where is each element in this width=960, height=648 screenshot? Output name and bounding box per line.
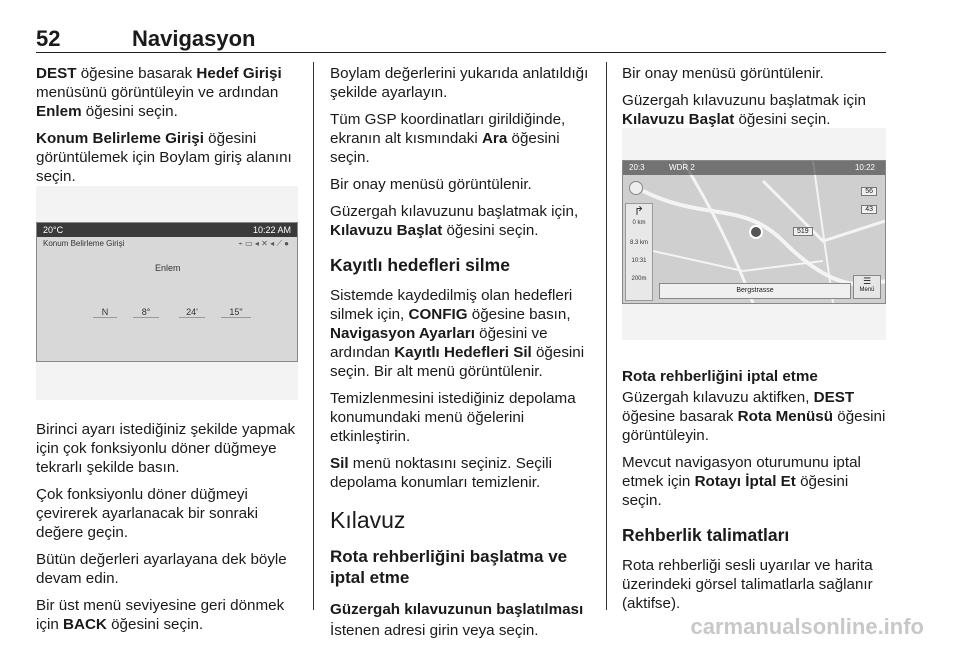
column-divider xyxy=(606,62,607,610)
term: Kılavuzu Başlat xyxy=(330,222,443,239)
street-name: Bergstrasse xyxy=(736,287,774,294)
turn-arrow-icon: ↱ xyxy=(633,204,645,218)
text: Mevcut navigasyon oturumunu iptal etmek için xyxy=(622,454,861,490)
text: öğesini seçin. xyxy=(734,111,831,128)
text: öğesini ve ardından xyxy=(330,325,548,361)
paragraph: Temizlenmesini istediğiniz depolama konumundaki menü öğelerini etkinleştirin. xyxy=(330,390,576,445)
menu-label: Menü xyxy=(859,287,875,293)
text: Güzergah kılavuzu aktifken, xyxy=(622,389,814,406)
watermark: carmanualsonline.info xyxy=(690,614,924,639)
text: öğesini seçin. Bir alt menü görüntülenir. xyxy=(330,344,585,380)
column-2 xyxy=(330,64,592,648)
figure-coordinate-entry xyxy=(36,186,298,400)
paragraph xyxy=(622,453,886,510)
map-screen xyxy=(622,160,886,304)
radio-station: WDR 2 xyxy=(669,163,695,172)
text: Sistemde kaydedilmiş olan hedefleri silmek için, xyxy=(330,287,573,323)
text: öğesine basarak xyxy=(622,408,738,425)
field-label: Enlem xyxy=(155,263,181,273)
infotainment-screen xyxy=(36,222,298,362)
coord-value: 15" xyxy=(221,307,251,318)
text: öğesini seçin. xyxy=(106,616,204,633)
poi-badge: 43 xyxy=(861,205,877,214)
clock-left: 20:3 xyxy=(629,163,645,172)
road-number: 519 xyxy=(793,227,813,236)
status-icons: ⌁ ▭ ◂ ✕ ◂ ⟋ ● xyxy=(238,239,289,248)
paragraph: Bir onay menüsü görüntülenir. xyxy=(330,176,532,193)
paragraph xyxy=(330,454,592,492)
term: Sil xyxy=(330,455,349,472)
text: öğesine basarak xyxy=(76,65,197,82)
text: öğesini seçin. xyxy=(330,130,560,166)
text: Tüm GSP koordinatları girildiğinde, ekranın alt kısmındaki xyxy=(330,111,566,147)
distance-dest: 8.3 km xyxy=(629,240,648,246)
paragraph: Birinci ayarı istediğiniz şekilde yapmak için çok fonksiyonlu döner düğmeye tekrarlı şekilde basın. xyxy=(36,421,296,476)
status-bar xyxy=(623,161,885,175)
text: öğesini seçin. xyxy=(622,473,849,509)
section-heading: Kayıtlı hedefleri silme xyxy=(330,255,510,275)
paragraph: Çok fonksiyonlu döner düğmeyi çevirerek ayarlanacak bir sonraki değere geçin. xyxy=(36,486,258,541)
section-heading: Rota rehberliğini başlatma ve iptal etme xyxy=(330,547,568,587)
text: öğesini görüntüleyin. xyxy=(622,408,886,444)
screen-title: Konum Belirleme Girişi xyxy=(43,239,125,248)
paragraph: Rota rehberliği sesli uyarılar ve harita üzerindeki görsel talimatlarla sağlanır (aktifse). xyxy=(622,557,873,612)
paragraph: Bir onay menüsü görüntülenir. xyxy=(622,65,824,82)
paragraph: İstenen adresi girin veya seçin. xyxy=(330,622,539,639)
status-bar xyxy=(37,223,297,237)
term: Navigasyon Ayarları xyxy=(330,325,475,342)
term: Kılavuzu Başlat xyxy=(622,111,735,128)
section-heading: Rehberlik talimatları xyxy=(622,525,790,545)
text: Güzergah kılavuzunu başlatmak için, xyxy=(330,203,579,220)
coord-value: 8° xyxy=(133,307,159,318)
text: Güzergah kılavuzunu başlatmak için xyxy=(622,92,866,109)
text: Bir üst menü seviyesine geri dönmek için xyxy=(36,597,285,633)
term: Rota Menüsü xyxy=(737,408,834,425)
chapter-heading: Kılavuz xyxy=(330,507,406,533)
paragraph xyxy=(622,388,886,445)
compass-icon xyxy=(629,181,643,195)
column-divider xyxy=(313,62,314,610)
subsection-heading: Rota rehberliğini iptal etme xyxy=(622,368,818,385)
term: Konum Belirleme Girişi xyxy=(36,130,204,147)
text: öğesini görüntülemek için Boylam giriş alanını seçin. xyxy=(36,130,292,185)
paragraph xyxy=(330,202,592,240)
text: menü noktasını seçiniz. Seçili depolama konumları temizlenir. xyxy=(330,455,553,491)
paragraph: Boylam değerlerini yukarıda anlatıldığı şekilde ayarlayın. xyxy=(330,65,589,101)
map-scale: 200m xyxy=(631,276,647,282)
term: Hedef Girişi xyxy=(196,65,282,82)
poi-badge: 56 xyxy=(861,187,877,196)
term: Kayıtlı Hedefleri Sil xyxy=(394,344,532,361)
term: BACK xyxy=(63,616,107,633)
chapter-title: Navigasyon xyxy=(132,26,256,51)
menu-icon: ☰ xyxy=(862,276,872,286)
paragraph xyxy=(36,596,298,634)
paragraph xyxy=(330,286,592,381)
maneuver-panel xyxy=(625,203,653,301)
paragraph xyxy=(622,91,886,129)
paragraph xyxy=(330,110,592,167)
menu-button[interactable] xyxy=(853,275,881,299)
term: DEST xyxy=(36,65,77,82)
figure-navigation-map xyxy=(622,128,886,340)
term: Enlem xyxy=(36,103,82,120)
page-header xyxy=(36,26,886,53)
term: CONFIG xyxy=(408,306,468,323)
vehicle-position-icon xyxy=(749,225,763,239)
paragraph xyxy=(36,64,298,121)
distance-next: 0 km xyxy=(632,220,646,226)
text: menüsünü görüntüleyin ve ardından xyxy=(36,84,279,101)
page-number: 52 xyxy=(36,26,61,51)
term: Ara xyxy=(481,130,508,147)
arrival-time: 10:31 xyxy=(631,258,647,264)
paragraph xyxy=(36,129,298,186)
clock-right: 10:22 xyxy=(854,163,875,172)
text: öğesini seçin. xyxy=(442,222,539,239)
text: öğesine basın, xyxy=(467,306,571,323)
text: öğesini seçin. xyxy=(81,103,178,120)
paragraph: Bütün değerleri ayarlayana dek böyle devam edin. xyxy=(36,551,287,587)
term: Rotayı İptal Et xyxy=(694,473,796,490)
coord-value: 24' xyxy=(179,307,205,318)
temperature: 20°C xyxy=(43,225,64,235)
clock: 10:22 AM xyxy=(252,225,291,235)
street-name-bar xyxy=(659,283,851,299)
term: DEST xyxy=(813,389,855,406)
coord-value: N xyxy=(93,307,117,318)
subsection-heading: Güzergah kılavuzunun başlatılması xyxy=(330,601,584,618)
